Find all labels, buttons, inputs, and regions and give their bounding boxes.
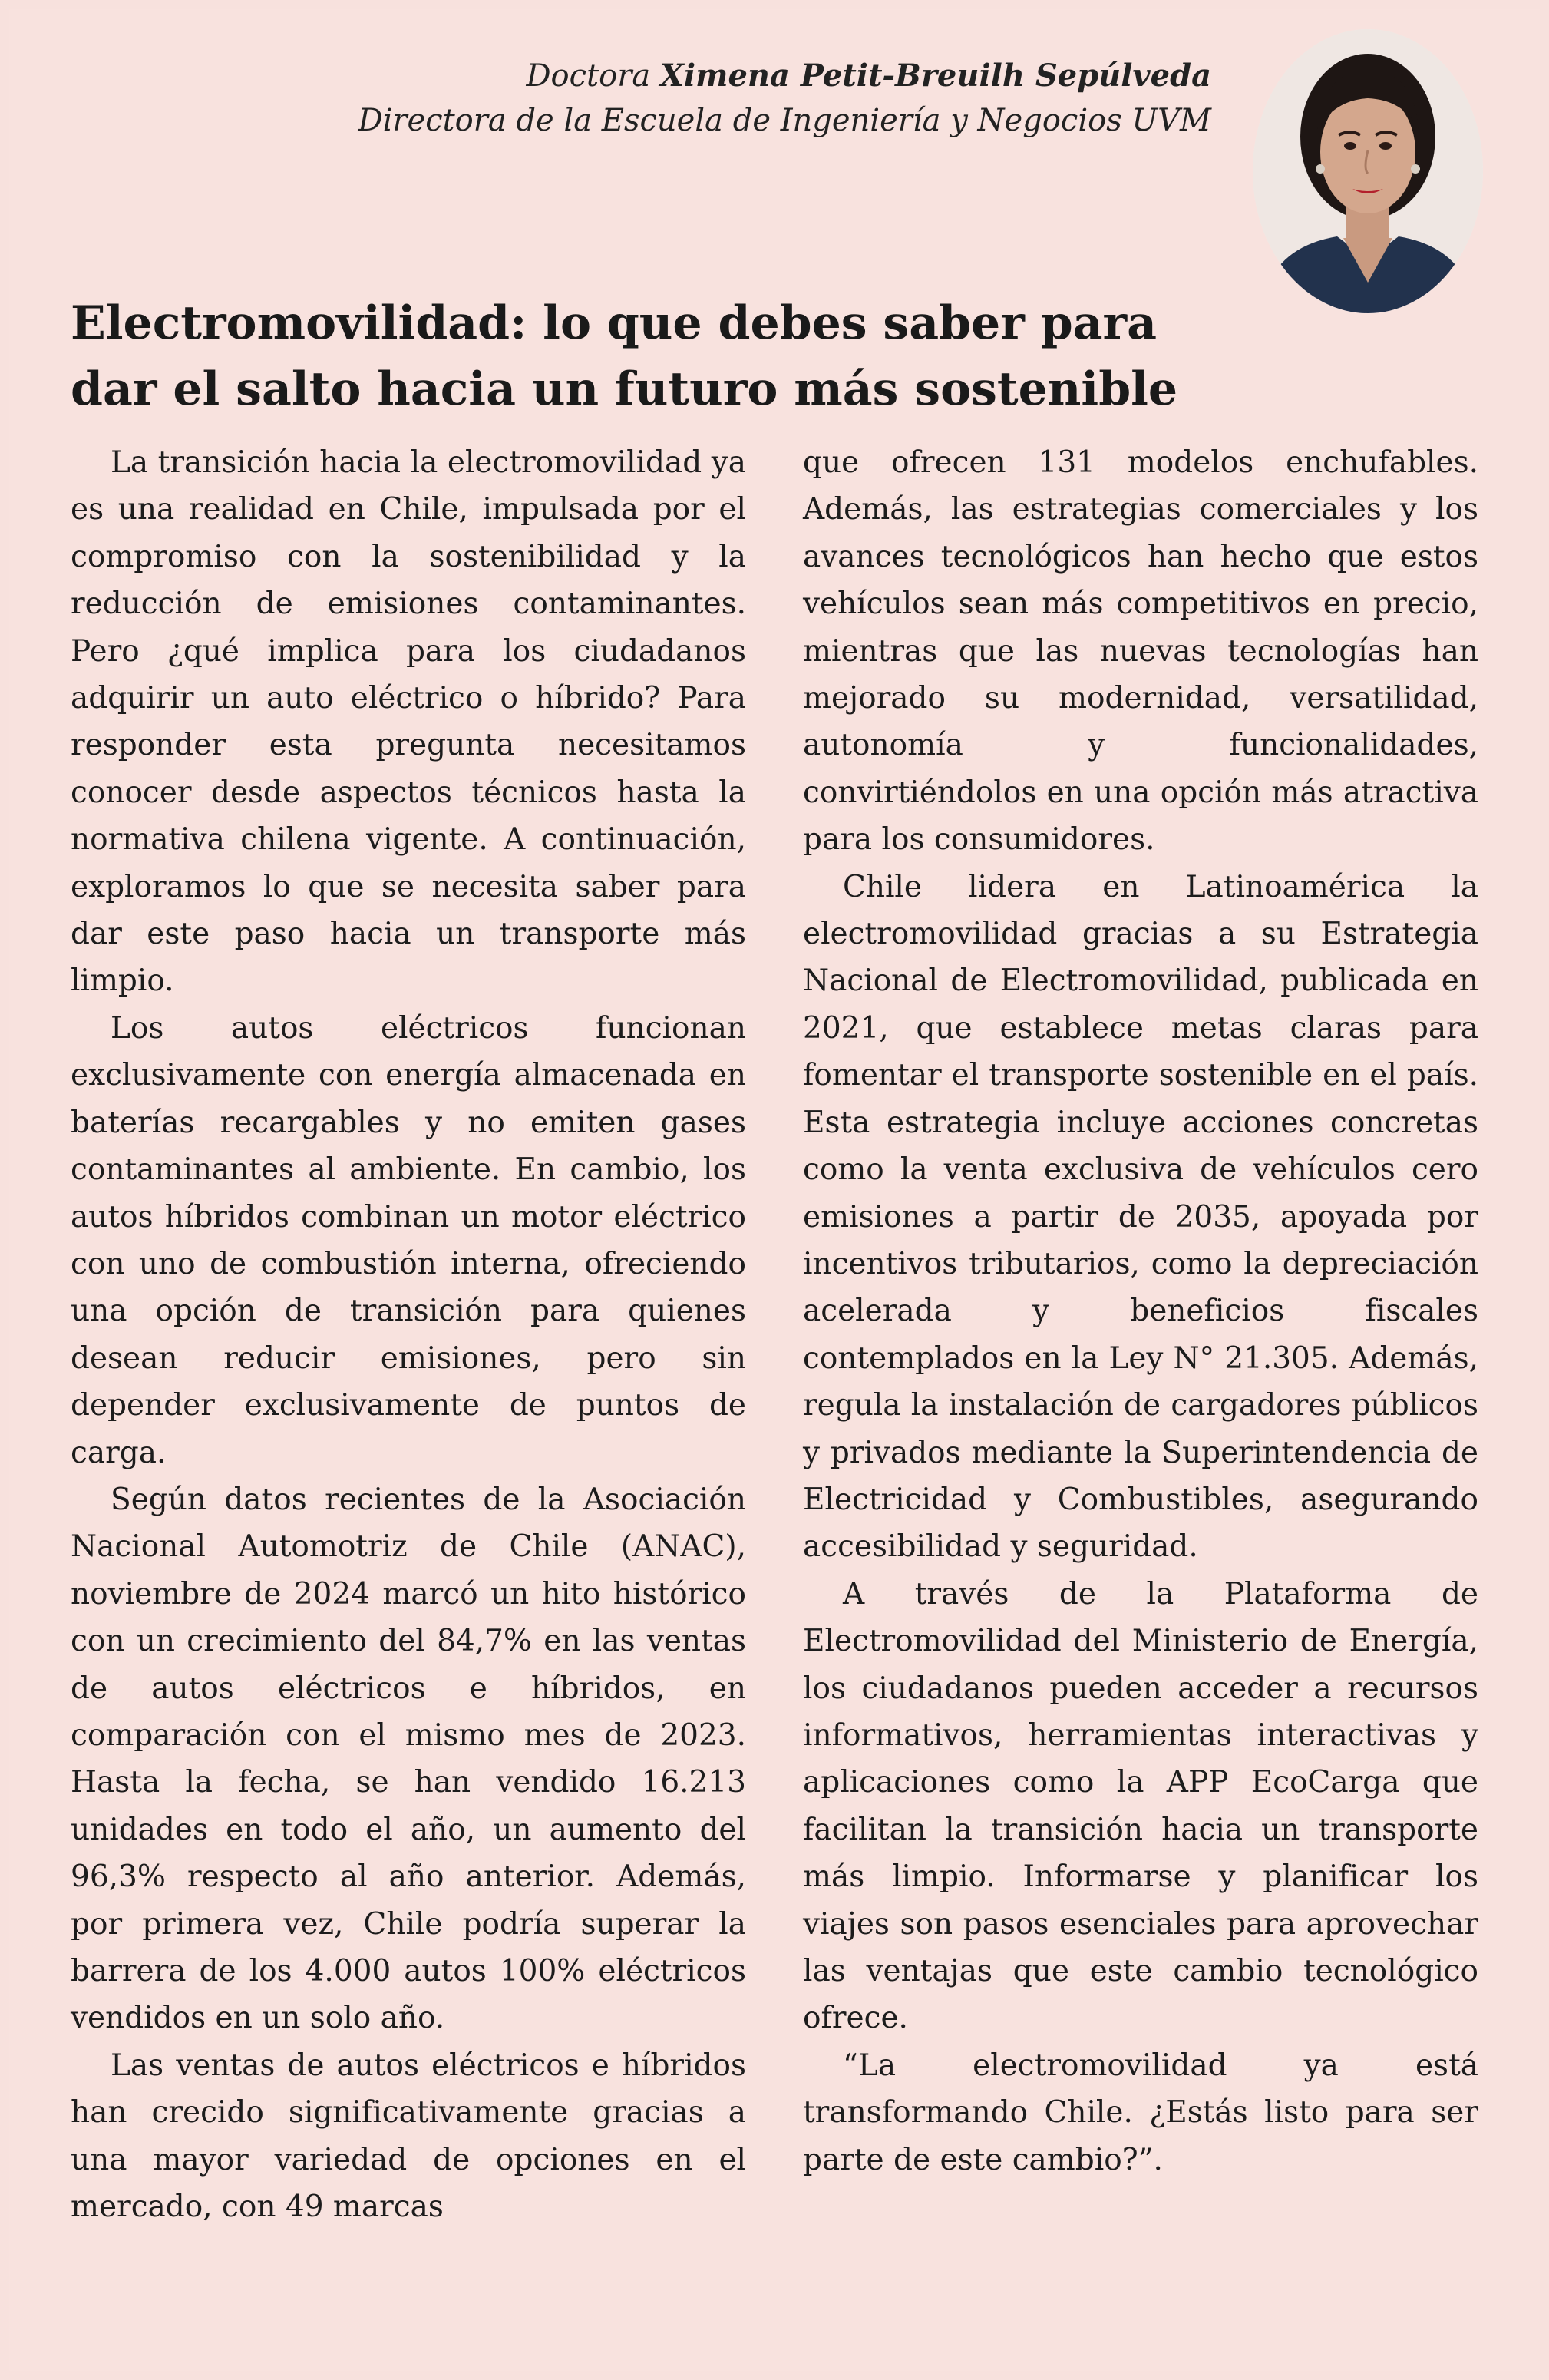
author-prefix: Doctora <box>526 58 651 94</box>
paragraph: Los autos eléctricos funcionan exclusivamente con energía almacenada en baterías recargables y no emiten gases contaminantes al ambiente. En cambio, los autos híbridos combinan un motor eléctrico con uno de combustión interna, ofreciendo una opción de transición para quienes desean reducir emisiones, pero sin depender exclusivamente de puntos de carga. <box>71 1010 746 1470</box>
portrait-illustration <box>1253 29 1483 313</box>
paragraph: Chile lidera en Latinoamérica la electromovilidad gracias a su Estrategia Nacional de Electromovilidad, publicada en 2021, que establece metas claras para fomentar el transporte sostenible en el país. Esta estrategia incluye acciones concretas como la venta exclusiva de vehículos cero emisiones a partir de 2035, apoyada por incentivos tributarios, como la depreciación acelerada y beneficios fiscales contemplados en la Ley N° 21.305. Además, regula la instalación de cargadores públicos y privados mediante la Superintendencia de Electricidad y Combustibles, asegurando accesibilidad y seguridad. <box>803 869 1478 1565</box>
headline-line-2: dar el salto hacia un futuro más sostenible <box>71 362 1178 416</box>
author-name-line <box>358 54 1211 98</box>
author-portrait <box>1253 29 1483 313</box>
closing-quote: “La electromovilidad ya está transformando Chile. ¿Estás listo para ser parte de este cambio?”. <box>803 2048 1478 2177</box>
headline-line-1: Electromovilidad: lo que debes saber para <box>71 296 1158 350</box>
paragraph: A través de la Plataforma de Electromovilidad del Ministerio de Energía, los ciudadanos pueden acceder a recursos informativos, herramientas interactivas y aplicaciones como la APP EcoCarga que facilitan la transición hacia un transporte más limpio. Informarse y planificar los viajes son pasos esenciales para aprovechar las ventajas que este cambio tecnológico ofrece. <box>803 1576 1478 2036</box>
article-column-left <box>71 439 746 2230</box>
paragraph: La transición hacia la electromovilidad ya es una realidad en Chile, impulsada por el compromiso con la sostenibilidad y la reducción de emisiones contaminantes. Pero ¿qué implica para los ciudadanos adquirir un auto eléctrico o híbrido? Para responder esta pregunta necesitamos conocer desde aspectos técnicos hasta la normativa chilena vigente. A continuación, exploramos lo que se necesita saber para dar este paso hacia un transporte más limpio. <box>71 445 746 999</box>
article-column-right <box>803 439 1478 2183</box>
paragraph-continuation: que ofrecen 131 modelos enchufables. Además, las estrategias comerciales y los avances tecnológicos han hecho que estos vehículos sean más competitivos en precio, mientras que las nuevas tecnologías han mejorado su modernidad, versatilidad, autonomía y funcionalidades, convirtiéndolos en una opción más atractiva para los consumidores. <box>803 445 1478 858</box>
author-byline <box>358 54 1211 143</box>
paragraph: Según datos recientes de la Asociación Nacional Automotriz de Chile (ANAC), noviembre de 2024 marcó un hito histórico con un crecimiento del 84,7% en las ventas de autos eléctricos e híbridos, en comparación con el mismo mes de 2023. Hasta la fecha, se han vendido 16.213 unidades en todo el año, un aumento del 96,3% respecto al año anterior. Además, por primera vez, Chile podría superar la barrera de los 4.000 autos 100% eléctricos vendidos en un solo año. <box>71 1482 746 2036</box>
paragraph: Las ventas de autos eléctricos e híbridos han crecido significativamente gracias a una mayor variedad de opciones en el mercado, con 49 marcas <box>71 2048 746 2225</box>
author-name: Ximena Petit-Breuilh Sepúlveda <box>659 58 1211 94</box>
author-role: Directora de la Escuela de Ingeniería y Negocios UVM <box>358 103 1211 138</box>
headline <box>71 290 1268 422</box>
